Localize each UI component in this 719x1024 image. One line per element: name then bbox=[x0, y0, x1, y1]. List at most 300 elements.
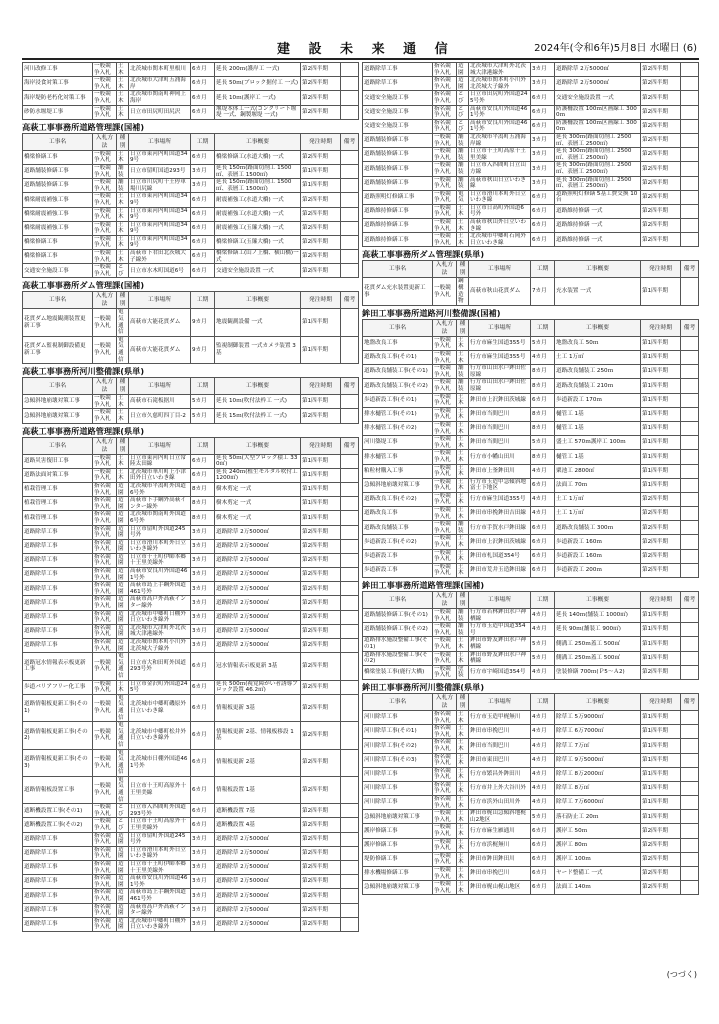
summary-cell: 道路除草 2万5000㎡ bbox=[215, 610, 301, 624]
remarks-cell bbox=[681, 478, 699, 492]
remarks-cell bbox=[341, 207, 359, 221]
section-title: 鉾田工事事務所道路河川整備課(国補) bbox=[362, 307, 501, 318]
order-period-cell: 第2四半期 bbox=[641, 838, 681, 852]
duration-cell: 6カ月 bbox=[191, 105, 215, 119]
remarks-cell bbox=[681, 852, 699, 866]
work-name-cell: 道路舗装修繕工事(その2) bbox=[363, 623, 433, 637]
newspaper-title: 建 設 未 来 通 信 bbox=[277, 42, 455, 57]
work-name-cell: 道路舗装修繕工事 bbox=[363, 133, 433, 147]
column-header: 備考 bbox=[681, 261, 699, 278]
work-name-cell: 堤防修繕工事 bbox=[363, 852, 433, 866]
location-cell: 日立市川尻町十王停車場川尻線 bbox=[129, 179, 191, 193]
summary-cell: 土工 1万㎥ bbox=[555, 507, 641, 521]
summary-cell: 道路除草 2万5000㎡ bbox=[215, 639, 301, 653]
bid-method-cell: 指名競争入札 bbox=[433, 77, 457, 91]
duration-cell: 6カ月 bbox=[191, 150, 215, 164]
column-header: 発注時期 bbox=[641, 592, 681, 609]
location-cell: 鉾田市東田巴川 bbox=[469, 753, 531, 767]
work-name-cell: 交通安全施設工事 bbox=[363, 105, 433, 119]
remarks-cell bbox=[681, 204, 699, 218]
category-cell: 土木 bbox=[457, 637, 469, 651]
category-cell: 土木 bbox=[117, 680, 129, 694]
table-row bbox=[23, 179, 359, 193]
category-cell: 土木 bbox=[457, 336, 469, 350]
table-row bbox=[23, 818, 359, 832]
summary-cell: 延長 150ｍ(路面切削工 1500㎡、表層工 1500㎡) bbox=[215, 179, 301, 193]
location-cell: 北茨城市中郷町松井外日立いわき線外 bbox=[129, 722, 191, 749]
bid-method-cell: 一般競争入札 bbox=[93, 264, 117, 278]
location-cell: 行方市浜外山田川外 bbox=[469, 796, 531, 810]
order-period-cell: 第2四半期 bbox=[301, 903, 341, 917]
project-table bbox=[22, 133, 359, 279]
location-cell: 日立市滑川本町外日立いわき線外 bbox=[129, 539, 191, 553]
summary-cell: 橋梁修繕工(水道大橋) 一式 bbox=[215, 150, 301, 164]
location-cell: 行方市井上外大谷川外 bbox=[469, 781, 531, 795]
category-cell: 土木 bbox=[457, 219, 469, 233]
work-name-cell: 道路維持修繕工事 bbox=[363, 233, 433, 247]
remarks-cell bbox=[341, 832, 359, 846]
table-row bbox=[363, 563, 699, 577]
remarks-cell bbox=[681, 63, 699, 77]
location-cell: 行方市浜梶無川 bbox=[469, 838, 531, 852]
column-header: 工事名 bbox=[23, 292, 93, 309]
category-cell: 土木 bbox=[117, 207, 129, 221]
order-period-cell: 第1四半期 bbox=[641, 336, 681, 350]
duration-cell: 6カ月 bbox=[191, 193, 215, 207]
summary-cell: 側溝工 250ｍ蓋工 500㎡ bbox=[555, 651, 641, 665]
table-row bbox=[363, 190, 699, 204]
table-row bbox=[23, 582, 359, 596]
bid-method-cell: 一般競争入札 bbox=[433, 867, 457, 881]
work-name-cell: 地盤改良工事 bbox=[363, 336, 433, 350]
table-row bbox=[23, 409, 359, 423]
duration-cell: 3カ月 bbox=[191, 889, 215, 903]
bid-method-cell: 一般競争入札 bbox=[93, 309, 117, 336]
order-period-cell: 第2四半期 bbox=[641, 176, 681, 190]
work-name-cell: 橋梁耐震補強工事 bbox=[23, 207, 93, 221]
work-name-cell: 道路除草工事 bbox=[23, 610, 93, 624]
category-cell: 造園 bbox=[117, 482, 129, 496]
category-cell: 舗装 bbox=[457, 176, 469, 190]
duration-cell: 5カ月 bbox=[531, 436, 555, 450]
remarks-cell bbox=[681, 219, 699, 233]
remarks-cell bbox=[341, 250, 359, 264]
order-period-cell: 第2四半期 bbox=[641, 852, 681, 866]
project-table bbox=[22, 62, 359, 120]
remarks-cell bbox=[341, 680, 359, 694]
category-cell: 造園 bbox=[117, 889, 129, 903]
work-name-cell: 交通安全施設工事 bbox=[363, 119, 433, 133]
location-cell: 北茨城市大津町外北茨城大津港線外 bbox=[469, 63, 531, 77]
column-header: 工事場所 bbox=[129, 437, 191, 454]
table-row bbox=[363, 133, 699, 147]
summary-cell: 除草工 7万6000㎡ bbox=[555, 796, 641, 810]
duration-cell: 4カ月 bbox=[531, 507, 555, 521]
order-period-cell: 第1四半期 bbox=[641, 478, 681, 492]
duration-cell: 8カ月 bbox=[191, 482, 215, 496]
duration-cell: 6カ月 bbox=[531, 204, 555, 218]
table-row bbox=[363, 176, 699, 190]
order-period-cell: 第1四半期 bbox=[301, 482, 341, 496]
remarks-cell bbox=[681, 739, 699, 753]
table-row bbox=[363, 119, 699, 133]
duration-cell: 6カ月 bbox=[531, 190, 555, 204]
category-cell: 造園 bbox=[117, 539, 129, 553]
table-header-row bbox=[23, 378, 359, 395]
category-cell: 土木 bbox=[457, 204, 469, 218]
summary-cell: 歩道新設工 170ｍ bbox=[555, 393, 641, 407]
duration-cell: 6カ月 bbox=[531, 219, 555, 233]
column-header: 工事場所 bbox=[129, 133, 191, 150]
work-name-cell: 砂防水堰堤工事 bbox=[23, 105, 93, 119]
bid-method-cell: 一般競争入札 bbox=[93, 77, 117, 91]
duration-cell: 8カ月 bbox=[531, 407, 555, 421]
category-cell: 土木 bbox=[457, 725, 469, 739]
bid-method-cell: 指名競争入札 bbox=[93, 511, 117, 525]
bid-method-cell: 指名競争入札 bbox=[433, 91, 457, 105]
summary-cell: 法面工 70ｍ bbox=[555, 478, 641, 492]
category-cell: 土木 bbox=[457, 739, 469, 753]
work-name-cell: 道路舗装修繕工事(その1) bbox=[363, 609, 433, 623]
summary-cell: 情報板設置 1基 bbox=[215, 776, 301, 803]
category-cell: 土木 bbox=[117, 193, 129, 207]
location-cell: 鉾田市当間巴川 bbox=[469, 739, 531, 753]
duration-cell: 6カ月 bbox=[531, 105, 555, 119]
duration-cell: 3カ月 bbox=[531, 63, 555, 77]
remarks-cell bbox=[341, 336, 359, 363]
column-header: 工事名 bbox=[363, 693, 433, 710]
table-row bbox=[23, 468, 359, 482]
work-name-cell: 道路情報板設置工事 bbox=[23, 776, 93, 803]
duration-cell: 6カ月 bbox=[191, 722, 215, 749]
category-cell: 土木 bbox=[457, 464, 469, 478]
remarks-cell bbox=[341, 179, 359, 193]
remarks-cell bbox=[681, 507, 699, 521]
page-header bbox=[22, 38, 699, 60]
category-cell: 舗装 bbox=[117, 179, 129, 193]
order-period-cell: 第2四半期 bbox=[641, 824, 681, 838]
summary-cell: 落石防止工 20ｍ bbox=[555, 810, 641, 824]
table-row bbox=[363, 810, 699, 824]
duration-cell: 3カ月 bbox=[531, 162, 555, 176]
summary-cell: 延長 240ｍ(植生モルタル吹付工 1200㎡) bbox=[215, 468, 301, 482]
summary-cell: 延長 50ｍ(大型ブロック積工 330㎡) bbox=[215, 454, 301, 468]
project-table bbox=[362, 260, 699, 305]
table-header-row bbox=[23, 133, 359, 150]
location-cell: 行方市玉造甲国道354号 bbox=[469, 623, 531, 637]
table-row bbox=[363, 521, 699, 535]
remarks-cell bbox=[681, 867, 699, 881]
category-cell: 土木 bbox=[117, 221, 129, 235]
work-name-cell: 河川除草工事(その3) bbox=[363, 753, 433, 767]
location-cell: 北茨城市平潟町外国道6号外 bbox=[129, 482, 191, 496]
column-header: 工事場所 bbox=[469, 693, 531, 710]
order-period-cell: 第2四半期 bbox=[641, 119, 681, 133]
work-name-cell: 排水樋管工事(その2) bbox=[363, 421, 433, 435]
duration-cell: 4カ月 bbox=[531, 781, 555, 795]
duration-cell: 6カ月 bbox=[191, 804, 215, 818]
column-header: 工事名 bbox=[363, 319, 433, 336]
summary-cell: 道路改良舗装工 300ｍ bbox=[555, 521, 641, 535]
duration-cell: 6カ月 bbox=[531, 852, 555, 866]
duration-cell: 6カ月 bbox=[191, 235, 215, 249]
bid-method-cell: 指名競争入札 bbox=[93, 903, 117, 917]
order-period-cell: 第1四半期 bbox=[641, 351, 681, 365]
location-cell: 鉾田市串挽巴川 bbox=[469, 725, 531, 739]
bid-method-cell: 一般競争入札 bbox=[433, 563, 457, 577]
remarks-cell bbox=[341, 105, 359, 119]
summary-cell: 延長 300ｍ(路面切削工 2500㎡、表層工 2500㎡) bbox=[555, 148, 641, 162]
summary-cell: 法面工 140ｍ bbox=[555, 881, 641, 895]
work-name-cell: 道路冠水情報表示板更新工事 bbox=[23, 653, 93, 680]
bid-method-cell: 一般競争入札 bbox=[433, 838, 457, 852]
remarks-cell bbox=[681, 492, 699, 506]
table-row bbox=[23, 568, 359, 582]
category-cell: とび bbox=[457, 91, 469, 105]
category-cell: 土木 bbox=[457, 881, 469, 895]
remarks-cell bbox=[341, 164, 359, 178]
summary-cell: 道路除草 2万5000㎡ bbox=[215, 624, 301, 638]
remarks-cell bbox=[341, 409, 359, 423]
category-cell: 土木 bbox=[457, 351, 469, 365]
order-period-cell: 第2四半期 bbox=[641, 881, 681, 895]
order-period-cell: 第2四半期 bbox=[641, 190, 681, 204]
table-row bbox=[363, 549, 699, 563]
bid-method-cell: 一般競争入札 bbox=[433, 407, 457, 421]
table-row bbox=[23, 77, 359, 91]
order-period-cell: 第1四半期 bbox=[641, 637, 681, 651]
order-period-cell: 第2四半期 bbox=[641, 105, 681, 119]
bid-method-cell: 指名競争入札 bbox=[93, 582, 117, 596]
table-row bbox=[23, 264, 359, 278]
order-period-cell: 第2四半期 bbox=[641, 162, 681, 176]
duration-cell: 3カ月 bbox=[191, 861, 215, 875]
order-period-cell: 第2四半期 bbox=[301, 749, 341, 776]
column-header: 工期 bbox=[191, 133, 215, 150]
summary-cell: 交通安全施設設置 一式 bbox=[555, 91, 641, 105]
duration-cell: 8カ月 bbox=[531, 365, 555, 379]
work-name-cell: 道路改良工事 bbox=[363, 507, 433, 521]
location-cell: 鉾田市上沢鉾田茨城線 bbox=[469, 535, 531, 549]
column-header: 工事概要 bbox=[215, 292, 301, 309]
category-cell: 造園 bbox=[117, 861, 129, 875]
location-cell: 高萩市安良川外国道461号外 bbox=[469, 119, 531, 133]
bid-method-cell: 一般競争入札 bbox=[93, 694, 117, 721]
order-period-cell: 第2四半期 bbox=[641, 204, 681, 218]
remarks-cell bbox=[681, 133, 699, 147]
category-cell: 土木 bbox=[457, 796, 469, 810]
work-name-cell: 歩道新設工事(その2) bbox=[363, 535, 433, 549]
table-row bbox=[363, 105, 699, 119]
location-cell: 日立市東河内町国道349号 bbox=[129, 193, 191, 207]
category-cell: 電気通信 bbox=[117, 653, 129, 680]
duration-cell: 6カ月 bbox=[531, 478, 555, 492]
location-cell: 日立市東河内町国道349号 bbox=[129, 235, 191, 249]
category-cell: 土木 bbox=[457, 824, 469, 838]
remarks-cell bbox=[341, 875, 359, 889]
order-period-cell: 第1四半期 bbox=[641, 810, 681, 824]
right-column bbox=[362, 62, 698, 895]
category-cell: 土木 bbox=[117, 150, 129, 164]
location-cell: 鉾田市鉾田鉾田川 bbox=[469, 852, 531, 866]
order-period-cell: 第2四半期 bbox=[301, 582, 341, 596]
work-name-cell: 河川改修工事 bbox=[23, 63, 93, 77]
work-name-cell: 海岸堤防老朽化対策工事 bbox=[23, 91, 93, 105]
summary-cell: 土工 1万㎥ bbox=[555, 492, 641, 506]
location-cell: 鉾田市札国道354号 bbox=[469, 549, 531, 563]
order-period-cell: 第2四半期 bbox=[641, 521, 681, 535]
order-period-cell: 第1四半期 bbox=[641, 464, 681, 478]
bid-method-cell: 一般競争入札 bbox=[93, 221, 117, 235]
location-cell: 高萩市大能花貫ダム bbox=[129, 309, 191, 336]
location-cell: 高萩市安良川外国道461号外 bbox=[469, 105, 531, 119]
table-row bbox=[23, 539, 359, 553]
work-name-cell: 河川除草工事 bbox=[363, 781, 433, 795]
summary-cell: 樹木剪定 一式 bbox=[215, 497, 301, 511]
location-cell: 日立市十王町高原外十王里美線外 bbox=[129, 818, 191, 832]
bid-method-cell: 一般競争入札 bbox=[433, 365, 457, 379]
work-name-cell: 歩道バリアフリー化工事 bbox=[23, 680, 93, 694]
duration-cell: 3カ月 bbox=[191, 179, 215, 193]
order-period-cell: 第2四半期 bbox=[301, 409, 341, 423]
order-period-cell: 第2四半期 bbox=[641, 549, 681, 563]
work-name-cell: 花貫ダム監視制御設備更新工事 bbox=[23, 336, 93, 363]
order-period-cell: 第2四半期 bbox=[301, 221, 341, 235]
bid-method-cell: 一般競争入札 bbox=[93, 336, 117, 363]
location-cell: 高萩市高戸外高萩インター線外 bbox=[129, 596, 191, 610]
remarks-cell bbox=[681, 881, 699, 895]
remarks-cell bbox=[681, 725, 699, 739]
duration-cell: 9カ月 bbox=[191, 309, 215, 336]
location-cell: 高萩市安良川外国道461号外 bbox=[129, 875, 191, 889]
summary-cell: 樹木剪定 一式 bbox=[215, 511, 301, 525]
work-name-cell: 河川除草工事(その2) bbox=[363, 739, 433, 753]
category-cell: 造園 bbox=[117, 497, 129, 511]
table-row bbox=[23, 861, 359, 875]
remarks-cell bbox=[341, 568, 359, 582]
duration-cell: 7カ月 bbox=[531, 278, 555, 305]
order-period-cell: 第2四半期 bbox=[641, 133, 681, 147]
bid-method-cell: 一般競争入札 bbox=[433, 190, 457, 204]
table-row bbox=[23, 336, 359, 363]
column-header: 発注時期 bbox=[301, 292, 341, 309]
location-cell: 鉾田市串挽鉾田吉田線 bbox=[469, 507, 531, 521]
summary-cell: 交通安全施設設置 一式 bbox=[215, 264, 301, 278]
column-header: 備考 bbox=[341, 378, 359, 395]
location-cell: 行方市山田水戸鉾田佐原線 bbox=[469, 365, 531, 379]
continued-label: (つづく) bbox=[666, 970, 697, 979]
location-cell: 日立市田尻町外国道245号外 bbox=[469, 91, 531, 105]
table-row bbox=[23, 722, 359, 749]
order-period-cell: 第2四半期 bbox=[301, 610, 341, 624]
work-name-cell: 護岸修繕工事 bbox=[363, 824, 433, 838]
order-period-cell: 第2四半期 bbox=[301, 568, 341, 582]
duration-cell: 8カ月 bbox=[531, 421, 555, 435]
order-period-cell: 第2四半期 bbox=[301, 63, 341, 77]
bid-method-cell: 一般競争入札 bbox=[433, 219, 457, 233]
column-header: 発注時期 bbox=[641, 261, 681, 278]
table-row bbox=[363, 351, 699, 365]
remarks-cell bbox=[681, 365, 699, 379]
location-cell: 北茨城市中郷町磯原外日立いわき線 bbox=[129, 694, 191, 721]
duration-cell: 5カ月 bbox=[191, 409, 215, 423]
table-row bbox=[23, 497, 359, 511]
duration-cell: 4カ月 bbox=[531, 351, 555, 365]
table-row bbox=[363, 492, 699, 506]
location-cell: 鉾田市上釜鉾田川 bbox=[469, 464, 531, 478]
remarks-cell bbox=[341, 539, 359, 553]
order-period-cell: 第1四半期 bbox=[641, 407, 681, 421]
table-row bbox=[23, 776, 359, 803]
remarks-cell bbox=[341, 395, 359, 409]
summary-cell: 盛土工 570ｍ護岸工 100ｍ bbox=[555, 436, 641, 450]
remarks-cell bbox=[681, 651, 699, 665]
bid-method-cell: 一般競争入札 bbox=[433, 421, 457, 435]
location-cell: 日立市十王町伊師本郷十王里美線外 bbox=[129, 861, 191, 875]
order-period-cell: 第2四半期 bbox=[301, 875, 341, 889]
work-name-cell: 橋梁修繕工事 bbox=[23, 150, 93, 164]
category-cell: 土木 bbox=[457, 450, 469, 464]
remarks-cell bbox=[341, 454, 359, 468]
table-row bbox=[23, 832, 359, 846]
bid-method-cell: 一般競争入札 bbox=[93, 164, 117, 178]
column-header: 種別 bbox=[117, 133, 129, 150]
category-cell: 土木 bbox=[457, 549, 469, 563]
remarks-cell bbox=[681, 549, 699, 563]
bid-method-cell: 一般競争入札 bbox=[433, 478, 457, 492]
bid-method-cell: 一般競争入札 bbox=[93, 818, 117, 832]
category-cell: とび bbox=[117, 804, 129, 818]
table-header-row bbox=[23, 437, 359, 454]
work-name-cell: 道路排水施設整備工事(その1) bbox=[363, 637, 433, 651]
section-title: 高萩工事事務所河川整備課(県単) bbox=[22, 366, 145, 377]
remarks-cell bbox=[341, 804, 359, 818]
category-cell: 造園 bbox=[117, 917, 129, 931]
duration-cell: 6カ月 bbox=[531, 91, 555, 105]
bid-method-cell: 一般競争入札 bbox=[433, 852, 457, 866]
work-name-cell: 橋梁耐震補強工事 bbox=[23, 193, 93, 207]
category-cell: 造園 bbox=[117, 903, 129, 917]
summary-cell: 延長 90ｍ(舗装工 900㎡) bbox=[555, 623, 641, 637]
bid-method-cell: 一般競争入札 bbox=[93, 193, 117, 207]
duration-cell: 6カ月 bbox=[531, 563, 555, 577]
category-cell: 土木 bbox=[117, 395, 129, 409]
table-header-row bbox=[363, 319, 699, 336]
table-row bbox=[23, 454, 359, 468]
table-row bbox=[363, 623, 699, 637]
column-header: 入札方法 bbox=[93, 378, 117, 395]
work-name-cell: 道路除草工事 bbox=[23, 568, 93, 582]
column-header: 入札方法 bbox=[93, 133, 117, 150]
work-name-cell: 道路除草工事 bbox=[23, 917, 93, 931]
remarks-cell bbox=[341, 749, 359, 776]
remarks-cell bbox=[681, 119, 699, 133]
category-cell: 土木 bbox=[457, 810, 469, 824]
table-row bbox=[363, 219, 699, 233]
duration-cell: 5カ月 bbox=[531, 651, 555, 665]
table-row bbox=[23, 553, 359, 567]
work-name-cell: 橋梁修繕工事 bbox=[23, 250, 93, 264]
order-period-cell: 第2四半期 bbox=[301, 653, 341, 680]
table-header-row bbox=[363, 693, 699, 710]
category-cell: 土木 bbox=[457, 421, 469, 435]
remarks-cell bbox=[681, 336, 699, 350]
work-name-cell: 交通安全施設工事 bbox=[23, 264, 93, 278]
category-cell: 舗装 bbox=[457, 609, 469, 623]
order-period-cell: 第2四半期 bbox=[641, 563, 681, 577]
summary-cell: 道路除草 2万5000㎡ bbox=[215, 903, 301, 917]
column-header: 工期 bbox=[531, 319, 555, 336]
